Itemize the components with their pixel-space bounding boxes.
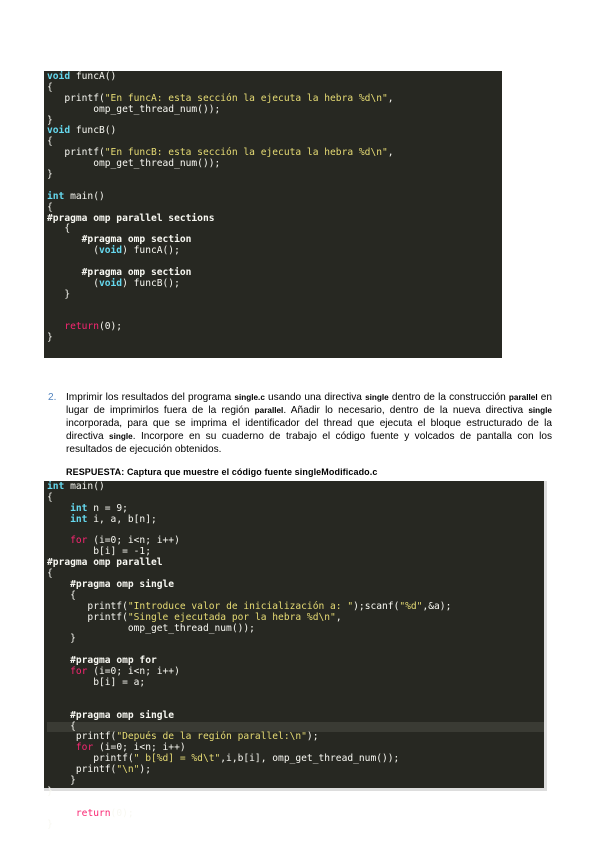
code-line: }: [47, 288, 71, 300]
code-line: printf("Depués de la región parallel:\n");: [47, 731, 319, 743]
code-line: {: [47, 136, 53, 148]
code-line: omp_get_thread_num());: [47, 103, 221, 115]
code-line: printf("\n");: [47, 764, 151, 776]
inline-code: single: [528, 406, 552, 416]
list-number: 2.: [48, 392, 57, 403]
code-line: #pragma omp section: [81, 267, 192, 279]
code-line: {: [47, 491, 53, 503]
code-line: #pragma omp section: [81, 234, 192, 246]
code-line: }: [47, 114, 53, 126]
inline-code: parallel: [508, 393, 538, 402]
code-line: void funcA(): [47, 71, 117, 82]
code-line: #pragma omp single: [70, 709, 175, 721]
question-2-paragraph: [48, 391, 552, 456]
inline-code: single: [365, 393, 389, 402]
code-line: [47, 301, 502, 312]
code-line: for (i=0; i<n; i++): [75, 742, 186, 754]
code-line: int main(): [47, 481, 105, 492]
code-line: return(0);: [75, 807, 134, 819]
code-line: omp_get_thread_num());: [47, 158, 221, 170]
code-line: #pragma omp for: [70, 655, 157, 667]
code-line: {: [47, 722, 544, 733]
code-line: }: [47, 775, 76, 787]
code-line: int main(): [47, 190, 105, 202]
code-line: {: [47, 568, 53, 580]
code-line: int n = 9;: [70, 502, 128, 514]
code-line: #pragma omp parallel: [47, 557, 163, 569]
code-line: }: [47, 785, 53, 797]
code-line: printf("En funcB: esta sección la ejecuta la hebra %d\n",: [47, 147, 394, 159]
question-text-run: . Incorpore en su cuaderno de trabajo el código fuente y volcados de pantalla con los resultados de ejecución obtenidos.: [66, 431, 552, 456]
code-line: {: [47, 589, 76, 601]
code-line: for (i=0; i<n; i++): [70, 666, 180, 678]
code-line: #pragma omp single: [70, 579, 175, 591]
inline-code: single: [109, 432, 133, 442]
code-line: {: [47, 201, 53, 213]
code-line: omp_get_thread_num());: [47, 622, 255, 634]
code-line: #pragma omp parallel sections: [47, 212, 215, 224]
inline-code: parallel: [254, 406, 284, 416]
code-line: return(0);: [64, 321, 123, 333]
code-screenshot-single-modificado: [44, 481, 547, 830]
code-line: {: [47, 81, 53, 93]
question-text: [66, 392, 552, 455]
question-text-run: . Añadir lo necesario, dentro de la nueva directiva: [283, 405, 529, 417]
code-line: }: [47, 332, 53, 344]
code-line: printf("Introduce valor de inicialización a: ");scanf("%d",&a);: [47, 600, 452, 612]
code-line: (void) funcB();: [47, 277, 180, 289]
code-line: }: [47, 169, 53, 181]
code-line: {: [47, 223, 71, 235]
code-line: printf(" b[%d] = %d\t",i,b[i], omp_get_thread_num());: [47, 753, 400, 765]
question-text-run: dentro de la construcción: [388, 392, 509, 403]
question-text-run: Imprimir los resultados del programa: [66, 392, 235, 403]
code-line: printf("Single ejecutada por la hebra %d\n",: [47, 611, 342, 623]
code-line: printf("En funcA: esta sección la ejecuta la hebra %d\n",: [47, 92, 394, 104]
inline-code: single.c: [234, 393, 265, 402]
code-line: b[i] = a;: [47, 677, 146, 689]
code-line: (void) funcA();: [47, 245, 180, 257]
code-line: b[i] = -1;: [47, 546, 151, 558]
question-text-run: en lugar de imprimirlos fuera de la región: [66, 392, 552, 417]
code-line: for (i=0; i<n; i++): [70, 535, 180, 547]
question-text-run: incorporada, para que se imprima el identificador del thread que ejecuta el bloque estructurado de la directiva: [66, 418, 552, 443]
code-line: }: [47, 633, 76, 645]
question-text-run: usando una directiva: [264, 392, 366, 403]
code-line: [47, 689, 544, 700]
respuesta-caption: RESPUESTA: Captura que muestre el código fuente singleModificado.c: [66, 467, 378, 477]
code-line: [47, 181, 502, 192]
code-line: }: [47, 818, 53, 830]
code-line: int i, a, b[n];: [70, 513, 157, 525]
code-screenshot-funcs-sections: [44, 71, 502, 358]
code-line: void funcB(): [47, 125, 117, 137]
